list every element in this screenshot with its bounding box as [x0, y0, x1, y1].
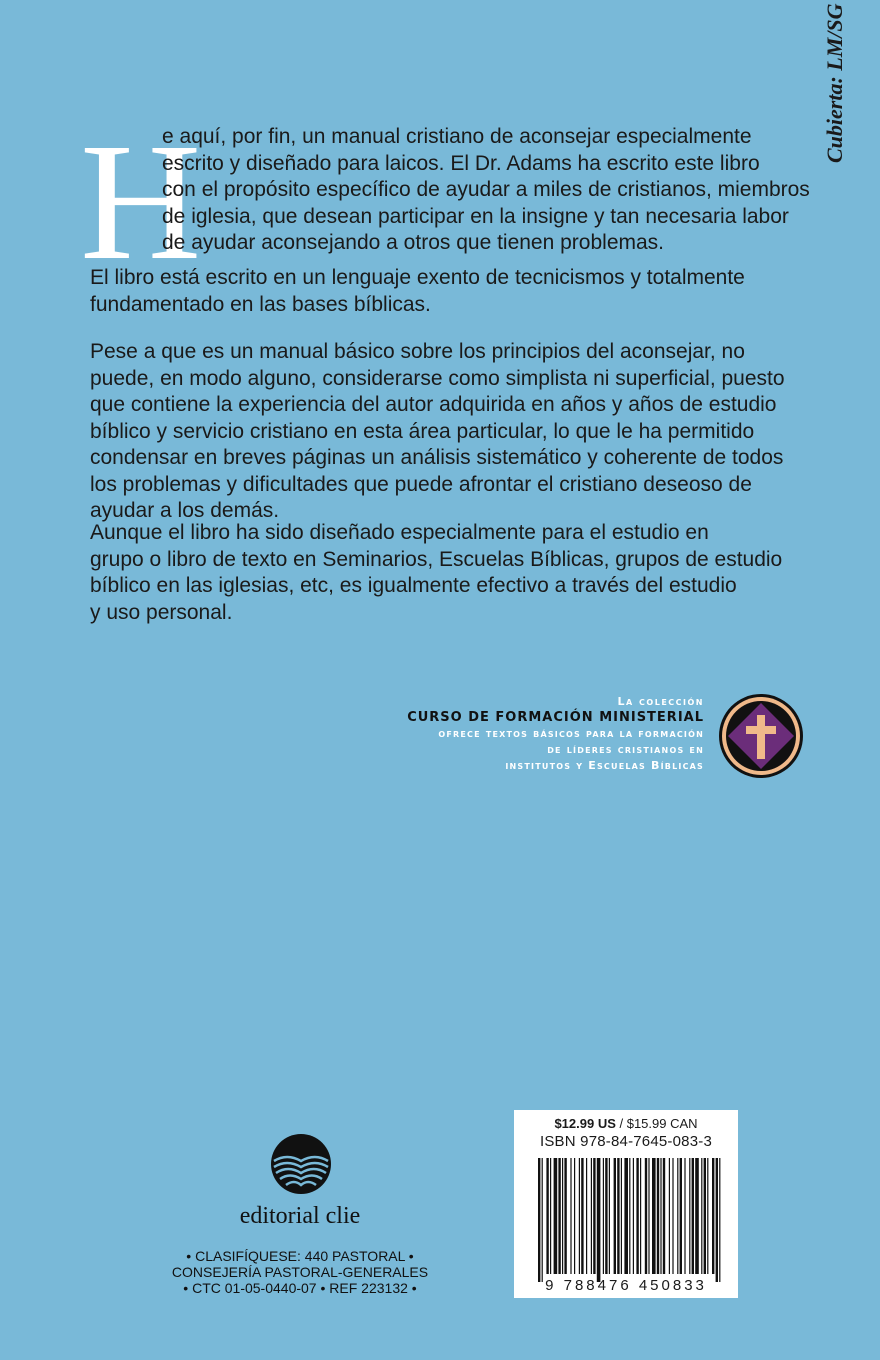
collection-line: de líderes cristianos en — [547, 743, 704, 756]
price-label — [514, 1116, 738, 1131]
barcode-icon — [534, 1158, 724, 1282]
paragraph-line: El libro está escrito en un lenguaje exento de tecnicismos y totalmente — [90, 266, 745, 289]
paragraph-line: escrito y diseñado para laicos. El Dr. Adams ha escrito este libro — [162, 151, 760, 175]
paragraph-line: que contiene la experiencia del autor adquirida en años y años de estudio — [90, 393, 777, 416]
paragraph-line: con el propósito específico de ayudar a miles de cristianos, miembros — [162, 178, 810, 201]
collection-line: La colección — [617, 695, 704, 708]
collection-line: institutos y Escuelas Bíblicas — [505, 759, 704, 772]
collection-blurb — [407, 694, 704, 774]
paragraph-line: Aunque el libro ha sido diseñado especialmente para el estudio en — [90, 521, 709, 544]
paragraph-line: grupo o libro de texto en Seminarios, Escuelas Bíblicas, grupos de estudio — [90, 547, 783, 571]
paragraph-line: e aquí, por fin, un manual cristiano de aconsejar especialmente — [162, 125, 752, 148]
paragraph-4 — [90, 520, 820, 626]
paragraph-line: puede, en modo alguno, considerarse como simplista ni superficial, puesto — [90, 366, 785, 390]
publisher-name: editorial clie — [239, 1203, 361, 1229]
classification-line: • CLASIFÍQUESE: 440 PASTORAL • — [186, 1248, 414, 1264]
paragraph-line: los problemas y dificultades que puede afrontar el cristiano deseoso de — [90, 472, 752, 496]
intro-paragraph — [162, 124, 822, 257]
price-can: / $15.99 CAN — [615, 1116, 698, 1131]
paragraph-3 — [90, 339, 820, 525]
drop-cap-letter: H — [80, 109, 202, 295]
isbn-label: ISBN 978-84-7645-083-3 — [539, 1133, 712, 1150]
barcode-number: 9 788476 450833 — [545, 1277, 707, 1294]
paragraph-line: de iglesia, que desean participar en la insigne y tan necesaria labor — [162, 204, 789, 228]
price-us: $12.99 US — [554, 1116, 616, 1131]
paragraph-line: ayudar a los demás. — [90, 499, 280, 522]
paragraph-line: fundamentado en las bases bíblicas. — [90, 292, 431, 316]
paragraph-line: bíblico y servicio cristiano en esta área particular, lo que le ha permitido — [90, 419, 755, 443]
classification-line: • CTC 01-05-0440-07 • REF 223132 • — [183, 1280, 417, 1296]
paragraph-2 — [90, 265, 820, 318]
collection-line: ofrece textos básicos para la formación — [438, 727, 704, 740]
barcode-panel — [514, 1110, 738, 1298]
classification-line: CONSEJERÍA PASTORAL-GENERALES — [171, 1264, 429, 1280]
publisher-book-logo-icon — [270, 1133, 332, 1195]
paragraph-line: condensar en breves páginas un análisis sistemático y coherente de todos — [90, 446, 784, 469]
collection-title: CURSO DE FORMACIÓN MINISTERIAL — [407, 710, 704, 725]
paragraph-line: Pese a que es un manual básico sobre los principios del aconsejar, no — [90, 340, 745, 363]
cross-emblem-icon — [718, 693, 804, 779]
classification — [150, 1248, 450, 1296]
paragraph-line: de ayudar aconsejando a otros que tienen problemas. — [162, 231, 665, 254]
paragraph-line: y uso personal. — [90, 600, 233, 624]
paragraph-line: bíblico en las iglesias, etc, es igualmente efectivo a través del estudio — [90, 574, 737, 597]
